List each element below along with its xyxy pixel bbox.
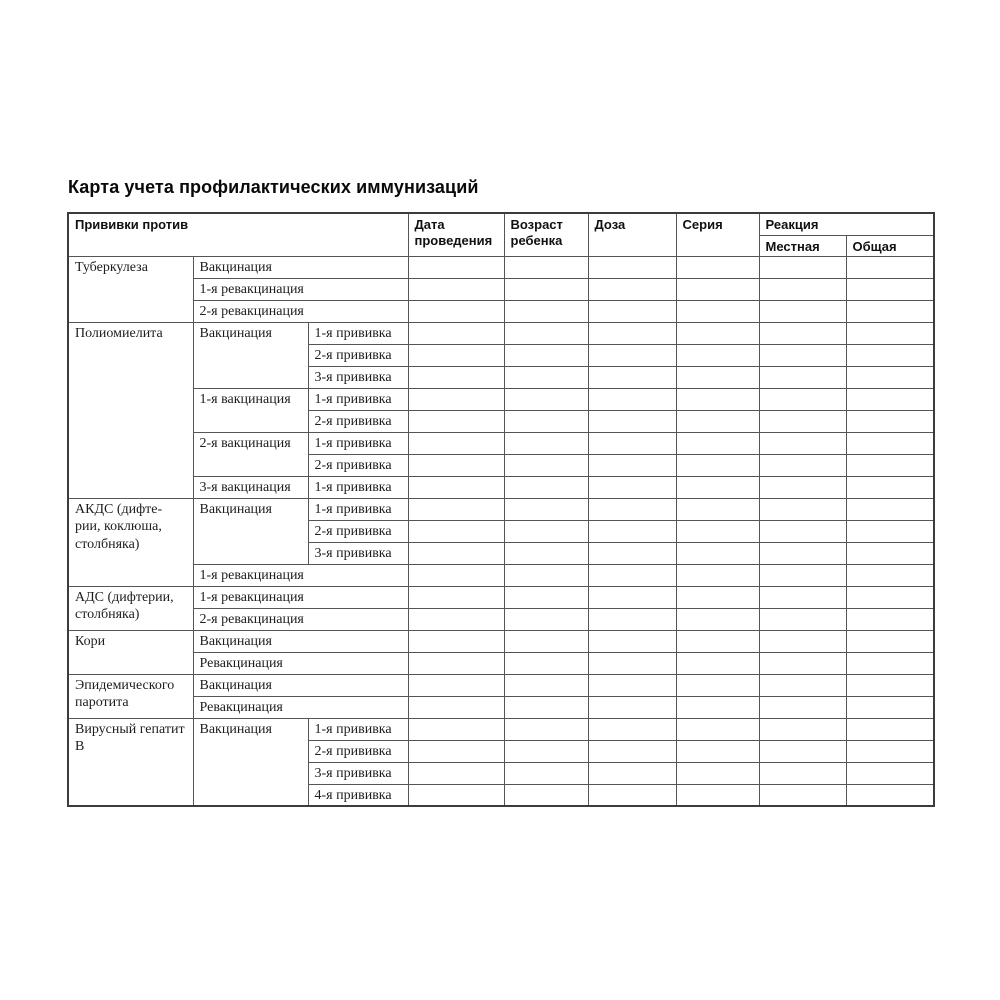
record-cell-empty xyxy=(676,344,759,366)
record-cell-empty xyxy=(676,278,759,300)
record-cell-empty xyxy=(588,564,676,586)
table-row xyxy=(68,498,934,520)
column-header-reaction-local: Местная xyxy=(759,235,846,256)
record-cell-empty xyxy=(846,586,934,608)
record-cell-empty xyxy=(676,322,759,344)
record-cell-empty xyxy=(588,542,676,564)
record-cell-empty xyxy=(759,256,846,278)
record-cell-empty xyxy=(408,784,504,806)
record-cell-empty xyxy=(504,410,588,432)
record-cell-empty xyxy=(846,674,934,696)
table-row xyxy=(68,322,934,344)
record-cell-empty xyxy=(676,652,759,674)
record-cell-empty xyxy=(504,322,588,344)
record-cell-empty xyxy=(676,564,759,586)
record-cell-empty xyxy=(846,564,934,586)
shot-cell: 1-я прививка xyxy=(308,476,408,498)
stage-cell: 2-я ревакцинация xyxy=(193,300,408,322)
stage-cell: 1-я вакцинация xyxy=(193,388,308,432)
record-cell-empty xyxy=(504,674,588,696)
record-cell-empty xyxy=(408,300,504,322)
record-cell-empty xyxy=(588,520,676,542)
record-cell-empty xyxy=(846,608,934,630)
record-cell-empty xyxy=(846,520,934,542)
shot-cell: 2-я прививка xyxy=(308,520,408,542)
record-cell-empty xyxy=(676,256,759,278)
record-cell-empty xyxy=(759,652,846,674)
record-cell-empty xyxy=(846,322,934,344)
record-cell-empty xyxy=(408,388,504,410)
record-cell-empty xyxy=(408,344,504,366)
record-cell-empty xyxy=(846,454,934,476)
record-cell-empty xyxy=(504,718,588,740)
record-cell-empty xyxy=(759,454,846,476)
record-cell-empty xyxy=(588,674,676,696)
record-cell-empty xyxy=(588,718,676,740)
record-cell-empty xyxy=(588,322,676,344)
record-cell-empty xyxy=(846,630,934,652)
record-cell-empty xyxy=(408,652,504,674)
table-row xyxy=(68,432,934,454)
table-row xyxy=(68,388,934,410)
disease-cell: АДС (дифтерии, столбняка) xyxy=(68,586,193,630)
table-row xyxy=(68,630,934,652)
record-cell-empty xyxy=(759,740,846,762)
record-cell-empty xyxy=(588,454,676,476)
record-cell-empty xyxy=(408,498,504,520)
shot-cell: 3-я прививка xyxy=(308,542,408,564)
record-cell-empty xyxy=(676,300,759,322)
record-cell-empty xyxy=(759,278,846,300)
record-cell-empty xyxy=(588,608,676,630)
record-cell-empty xyxy=(588,498,676,520)
table-row xyxy=(68,564,934,586)
record-cell-empty xyxy=(846,784,934,806)
record-cell-empty xyxy=(846,300,934,322)
record-cell-empty xyxy=(676,718,759,740)
record-cell-empty xyxy=(408,542,504,564)
record-cell-empty xyxy=(759,696,846,718)
record-cell-empty xyxy=(759,718,846,740)
record-cell-empty xyxy=(676,762,759,784)
column-header-age: Возраст ребенка xyxy=(504,213,588,256)
table-row xyxy=(68,256,934,278)
record-cell-empty xyxy=(759,366,846,388)
record-cell-empty xyxy=(588,366,676,388)
record-cell-empty xyxy=(846,476,934,498)
record-cell-empty xyxy=(588,300,676,322)
record-cell-empty xyxy=(676,608,759,630)
record-cell-empty xyxy=(588,410,676,432)
stage-cell: 1-я ревакцинация xyxy=(193,278,408,300)
record-cell-empty xyxy=(676,784,759,806)
record-cell-empty xyxy=(408,432,504,454)
stage-cell: Вакцинация xyxy=(193,630,408,652)
table-row xyxy=(68,300,934,322)
column-header-date: Дата проведения xyxy=(408,213,504,256)
shot-cell: 1-я прививка xyxy=(308,432,408,454)
record-cell-empty xyxy=(759,674,846,696)
record-cell-empty xyxy=(408,674,504,696)
shot-cell: 3-я прививка xyxy=(308,762,408,784)
stage-cell: Вакцинация xyxy=(193,718,308,806)
record-cell-empty xyxy=(504,630,588,652)
record-cell-empty xyxy=(504,498,588,520)
record-cell-empty xyxy=(759,322,846,344)
record-cell-empty xyxy=(408,564,504,586)
record-cell-empty xyxy=(588,256,676,278)
record-cell-empty xyxy=(676,388,759,410)
shot-cell: 2-я прививка xyxy=(308,410,408,432)
record-cell-empty xyxy=(504,476,588,498)
record-cell-empty xyxy=(846,278,934,300)
disease-cell: Вирусный гепатит В xyxy=(68,718,193,806)
column-header-reaction-general: Общая xyxy=(846,235,934,256)
record-cell-empty xyxy=(504,608,588,630)
record-cell-empty xyxy=(676,520,759,542)
disease-cell: Полиомиелита xyxy=(68,322,193,498)
record-cell-empty xyxy=(504,696,588,718)
stage-cell: 1-я ревакцинация xyxy=(193,586,408,608)
stage-cell: Ревакцинация xyxy=(193,652,408,674)
table-row xyxy=(68,652,934,674)
record-cell-empty xyxy=(846,740,934,762)
stage-cell: 2-я вакцинация xyxy=(193,432,308,476)
record-cell-empty xyxy=(504,586,588,608)
shot-cell: 1-я прививка xyxy=(308,498,408,520)
record-cell-empty xyxy=(676,586,759,608)
record-cell-empty xyxy=(408,454,504,476)
table-row xyxy=(68,278,934,300)
table-row xyxy=(68,674,934,696)
record-cell-empty xyxy=(759,410,846,432)
column-header-series: Серия xyxy=(676,213,759,256)
record-cell-empty xyxy=(588,740,676,762)
stage-cell: Вакцинация xyxy=(193,498,308,564)
record-cell-empty xyxy=(759,388,846,410)
record-cell-empty xyxy=(846,542,934,564)
record-cell-empty xyxy=(759,300,846,322)
record-cell-empty xyxy=(504,344,588,366)
table-row xyxy=(68,476,934,498)
record-cell-empty xyxy=(676,542,759,564)
record-cell-empty xyxy=(846,432,934,454)
record-cell-empty xyxy=(504,564,588,586)
stage-cell: Вакцинация xyxy=(193,674,408,696)
table-row xyxy=(68,608,934,630)
stage-cell: 1-я ревакцинация xyxy=(193,564,408,586)
shot-cell: 2-я прививка xyxy=(308,454,408,476)
disease-cell: Кори xyxy=(68,630,193,674)
record-cell-empty xyxy=(408,256,504,278)
record-cell-empty xyxy=(759,542,846,564)
record-cell-empty xyxy=(504,542,588,564)
shot-cell: 1-я прививка xyxy=(308,388,408,410)
record-cell-empty xyxy=(759,784,846,806)
record-cell-empty xyxy=(676,740,759,762)
record-cell-empty xyxy=(408,520,504,542)
record-cell-empty xyxy=(588,388,676,410)
shot-cell: 1-я прививка xyxy=(308,718,408,740)
record-cell-empty xyxy=(759,762,846,784)
record-cell-empty xyxy=(759,344,846,366)
stage-cell: Ревакцинация xyxy=(193,696,408,718)
record-cell-empty xyxy=(408,696,504,718)
document-content xyxy=(67,177,935,807)
record-cell-empty xyxy=(408,410,504,432)
record-cell-empty xyxy=(408,586,504,608)
table-row xyxy=(68,718,934,740)
record-cell-empty xyxy=(759,608,846,630)
record-cell-empty xyxy=(759,520,846,542)
record-cell-empty xyxy=(504,278,588,300)
stage-cell: 3-я вакцинация xyxy=(193,476,308,498)
record-cell-empty xyxy=(759,586,846,608)
record-cell-empty xyxy=(846,410,934,432)
record-cell-empty xyxy=(676,498,759,520)
record-cell-empty xyxy=(408,278,504,300)
immunization-table xyxy=(67,212,935,807)
record-cell-empty xyxy=(588,344,676,366)
disease-cell: АКДС (дифте-рии, коклюша, столбняка) xyxy=(68,498,193,586)
record-cell-empty xyxy=(408,476,504,498)
record-cell-empty xyxy=(504,366,588,388)
record-cell-empty xyxy=(588,476,676,498)
record-cell-empty xyxy=(408,740,504,762)
shot-cell: 2-я прививка xyxy=(308,344,408,366)
record-cell-empty xyxy=(846,696,934,718)
record-cell-empty xyxy=(759,476,846,498)
column-header-dose: Доза xyxy=(588,213,676,256)
record-cell-empty xyxy=(588,586,676,608)
record-cell-empty xyxy=(676,696,759,718)
table-row xyxy=(68,586,934,608)
record-cell-empty xyxy=(504,454,588,476)
record-cell-empty xyxy=(588,652,676,674)
column-header-reaction: Реакция xyxy=(759,213,934,235)
record-cell-empty xyxy=(846,388,934,410)
shot-cell: 4-я прививка xyxy=(308,784,408,806)
record-cell-empty xyxy=(408,718,504,740)
shot-cell: 1-я прививка xyxy=(308,322,408,344)
record-cell-empty xyxy=(588,784,676,806)
disease-cell: Эпидемического паротита xyxy=(68,674,193,718)
record-cell-empty xyxy=(676,476,759,498)
record-cell-empty xyxy=(846,366,934,388)
record-cell-empty xyxy=(846,498,934,520)
record-cell-empty xyxy=(588,630,676,652)
record-cell-empty xyxy=(504,300,588,322)
record-cell-empty xyxy=(504,388,588,410)
record-cell-empty xyxy=(846,256,934,278)
record-cell-empty xyxy=(759,432,846,454)
record-cell-empty xyxy=(676,630,759,652)
shot-cell: 2-я прививка xyxy=(308,740,408,762)
record-cell-empty xyxy=(408,630,504,652)
record-cell-empty xyxy=(676,432,759,454)
column-header-vaccines-against: Прививки против xyxy=(68,213,408,256)
record-cell-empty xyxy=(846,652,934,674)
record-cell-empty xyxy=(588,432,676,454)
stage-cell: Вакцинация xyxy=(193,256,408,278)
record-cell-empty xyxy=(846,762,934,784)
record-cell-empty xyxy=(504,256,588,278)
stage-cell: 2-я ревакцинация xyxy=(193,608,408,630)
record-cell-empty xyxy=(588,278,676,300)
disease-cell: Туберкулеза xyxy=(68,256,193,322)
page-title: Карта учета профилактических иммунизаций xyxy=(68,177,479,197)
record-cell-empty xyxy=(504,432,588,454)
record-cell-empty xyxy=(408,608,504,630)
record-cell-empty xyxy=(846,718,934,740)
record-cell-empty xyxy=(408,762,504,784)
record-cell-empty xyxy=(504,784,588,806)
record-cell-empty xyxy=(676,674,759,696)
record-cell-empty xyxy=(676,366,759,388)
record-cell-empty xyxy=(759,498,846,520)
record-cell-empty xyxy=(408,322,504,344)
record-cell-empty xyxy=(676,410,759,432)
shot-cell: 3-я прививка xyxy=(308,366,408,388)
stage-cell: Вакцинация xyxy=(193,322,308,388)
record-cell-empty xyxy=(846,344,934,366)
table-row xyxy=(68,696,934,718)
record-cell-empty xyxy=(676,454,759,476)
record-cell-empty xyxy=(588,696,676,718)
record-cell-empty xyxy=(759,564,846,586)
record-cell-empty xyxy=(504,652,588,674)
record-cell-empty xyxy=(588,762,676,784)
record-cell-empty xyxy=(408,366,504,388)
record-cell-empty xyxy=(504,762,588,784)
record-cell-empty xyxy=(759,630,846,652)
record-cell-empty xyxy=(504,740,588,762)
record-cell-empty xyxy=(504,520,588,542)
